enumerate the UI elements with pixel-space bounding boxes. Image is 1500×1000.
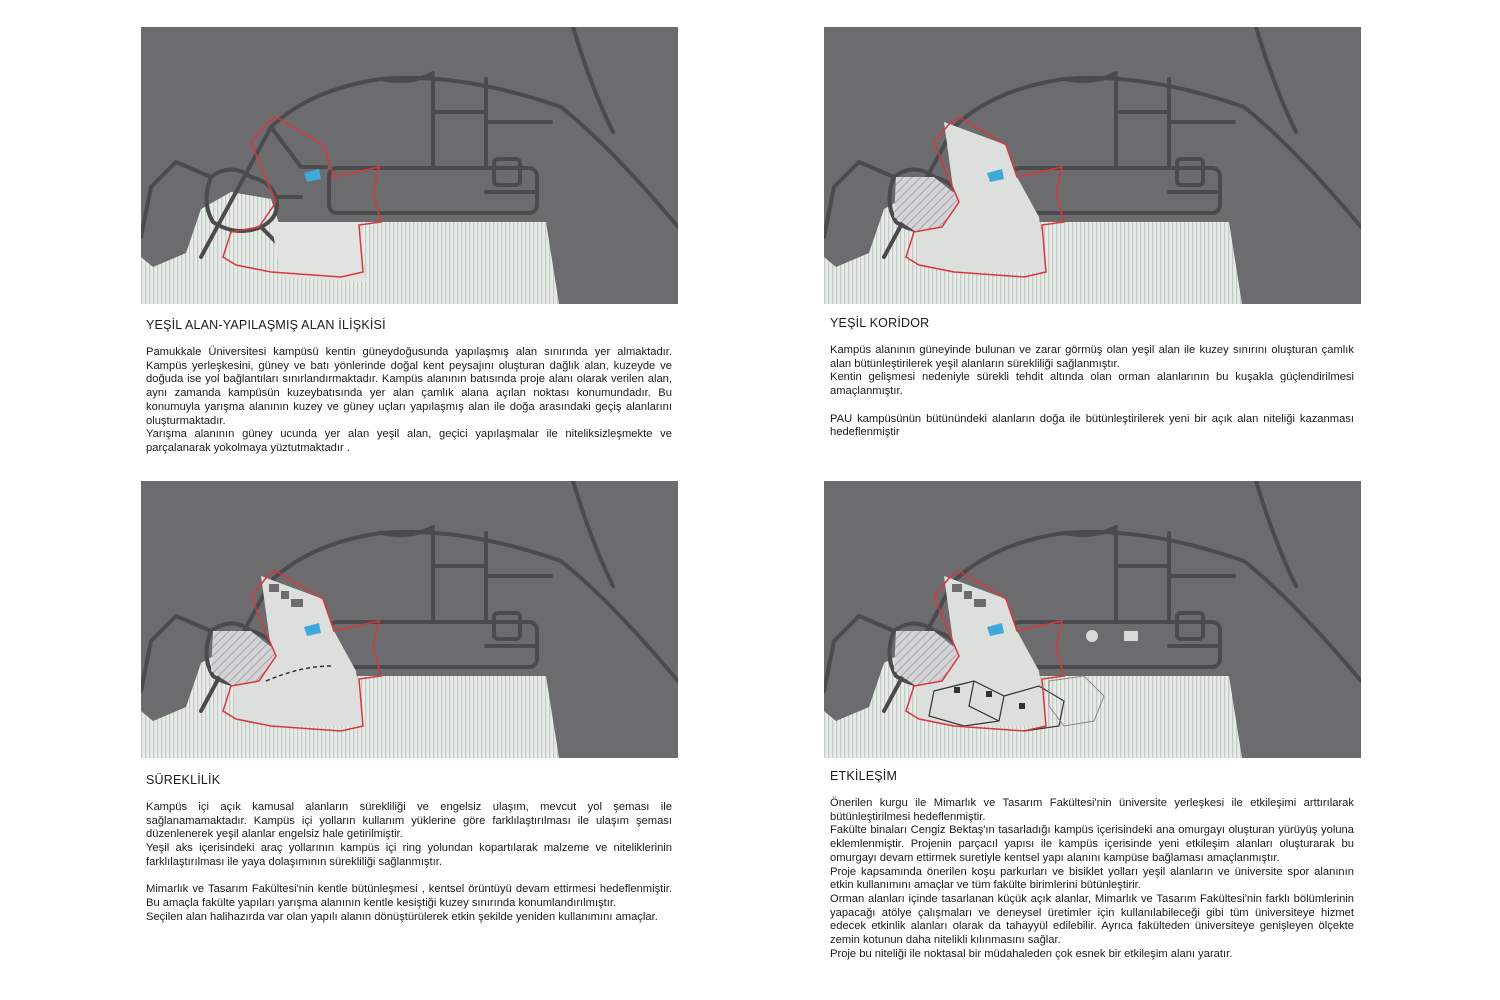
panel-3-title: SÜREKLİLİK bbox=[146, 773, 221, 787]
panel-4-paragraph: Proje kapsamında önerilen koşu parkurları ve bisiklet yolları yeşil alanların ve üniversite spor alanının etkin kullanımını amaçlar ve tüm fakülte birimlerini bütünleştirir. bbox=[830, 865, 1354, 892]
panel-3-paragraph: Mimarlık ve Tasarım Fakültesi'nin kentle bütünleşmesi , kentsel örüntüyü devam ettirmesi hedeflenmiştir. Bu amaçla fakülte yapıları yarışma alanının kentle kesiştiği kuzey sınırında konumlandırılmıştır. bbox=[146, 883, 672, 909]
panel-3-text bbox=[146, 801, 672, 924]
panel-1-paragraph: Pamukkale Üniversitesi kampüsü kentin güneydoğusunda yapılaşmış alan sınırında yer almaktadır. Kampüs yerleşkesini, güney ve batı yönlerinde doğal kent peysajını oluşturan dağlık alan, kuzeyde ve doğuda ise yol bağlantıları sınırlandırmaktadır. Kampüs alanının batısında proje alanı olarak verilen alan, aynı zamanda kampüsün kuzeybatısında yer alan çamlık alana açılan noktası konumundadır. Bu konumuyla yarışma alanının kuzey ve güney uçları yapılaşmış alan ile doğa arasındaki geçiş alanlarını oluşturmaktadır. bbox=[146, 346, 672, 427]
panel-4-text bbox=[830, 797, 1354, 961]
panel-4-title: ETKİLEŞİM bbox=[830, 769, 898, 783]
panel-1-paragraph: Yarışma alanının güney ucunda yer alan yeşil alan, geçici yapılaşmalar ile niteliksizleşmekte ve parçalanarak yokolmaya yüztutmaktadır . bbox=[146, 428, 672, 454]
panel-1-title: YEŞİL ALAN-YAPILAŞMIŞ ALAN İLİŞKİSİ bbox=[146, 318, 386, 332]
map-interaction bbox=[824, 481, 1361, 758]
panel-2-paragraph: PAU kampüsünün bütünündeki alanların doğa ile bütünleştirilerek yeni bir açık alan niteliği kazanması hedeflenmiştir bbox=[830, 412, 1354, 439]
panel-3-paragraph: Seçilen alan halihazırda var olan yapılı alanın dönüştürülerek etkin şekilde yeniden kullanımını amaçlar. bbox=[146, 910, 658, 923]
panel-3-paragraph: Kampüs içi açık kamusal alanların sürekliliği ve engelsiz ulaşım, mevcut yol şeması ile sağlanamamaktadır. Kampüs içi yolların kullanım yüklerine göre farklılaştırılması ile ulaşım şeması düzenlenerek yeşil alanlar engelsiz hale getirilmiştir. bbox=[146, 801, 672, 841]
panel-3-paragraph: Yeşil aks içerisindeki araç yollarının kampüs içi ring yolundan kopartılarak malzeme ve niteliklerinin farklılaştırılması ile yaya dolaşımının sürekliliği sağlanmıştır. bbox=[146, 842, 672, 868]
panel-4-paragraph: Orman alanları içinde tasarlanan küçük açık alanlar, Mimarlık ve Tasarım Fakültesi'nin farklı bölümlerinin yapacağı atölye çalışmaları ve deneysel üretimler için kullanılabileceği gibi tüm üniversiteye hizmet edecek etkinlik alanları olarak da tahayyül edilebilir. Ayrıca fakülteden üniversiteye genişleyen ölçekte zemin kotunun daha nitelikli kılınmasını sağlar. bbox=[830, 892, 1354, 947]
panel-4-paragraph: Önerilen kurgu ile Mimarlık ve Tasarım Fakültesi'nin üniversite yerleşkesi ile etkileşimi arttırılarak bütünleştirilmesi hedeflenmiştir. bbox=[830, 797, 1354, 823]
panel-2-paragraph: Kampüs alanının güneyinde bulunan ve zarar görmüş olan yeşil alan ile kuzey sınırını oluşturan çamlık alan bütünleştirilerek yeşil alanların sürekliliği sağlanmıştır. bbox=[830, 344, 1354, 370]
panel-2-paragraph: Kentin gelişmesi nedeniyle sürekli tehdit altında olan orman alanlarının bu kuşakla güçlendirilmesi amaçlanmıştır. bbox=[830, 371, 1354, 398]
panel-2-text bbox=[830, 344, 1354, 440]
map-green-built-relation bbox=[141, 27, 678, 304]
map-green-corridor bbox=[824, 27, 1361, 304]
panel-2-title: YEŞİL KORİDOR bbox=[830, 316, 930, 330]
panel-1-text bbox=[146, 346, 672, 456]
panel-4-paragraph: Proje bu niteliği ile noktasal bir müdahaleden çok esnek bir etkileşim alanı yaratır. bbox=[830, 947, 1233, 960]
panel-4-paragraph: Fakülte binaları Cengiz Bektaş'ın tasarladığı kampüs içerisindeki ana omurgayı oluşturan yürüyüş yoluna eklemlenmiştir. Projenin parçacıl yapısı ile kampüs içerisinde yeni etkileşim alanları oluşturarak bu omurgayı devam ettirmek suretiyle kentsel yapı alanını kampüse bağlaması amaçlanmıştır. bbox=[830, 824, 1354, 864]
map-continuity bbox=[141, 481, 678, 758]
